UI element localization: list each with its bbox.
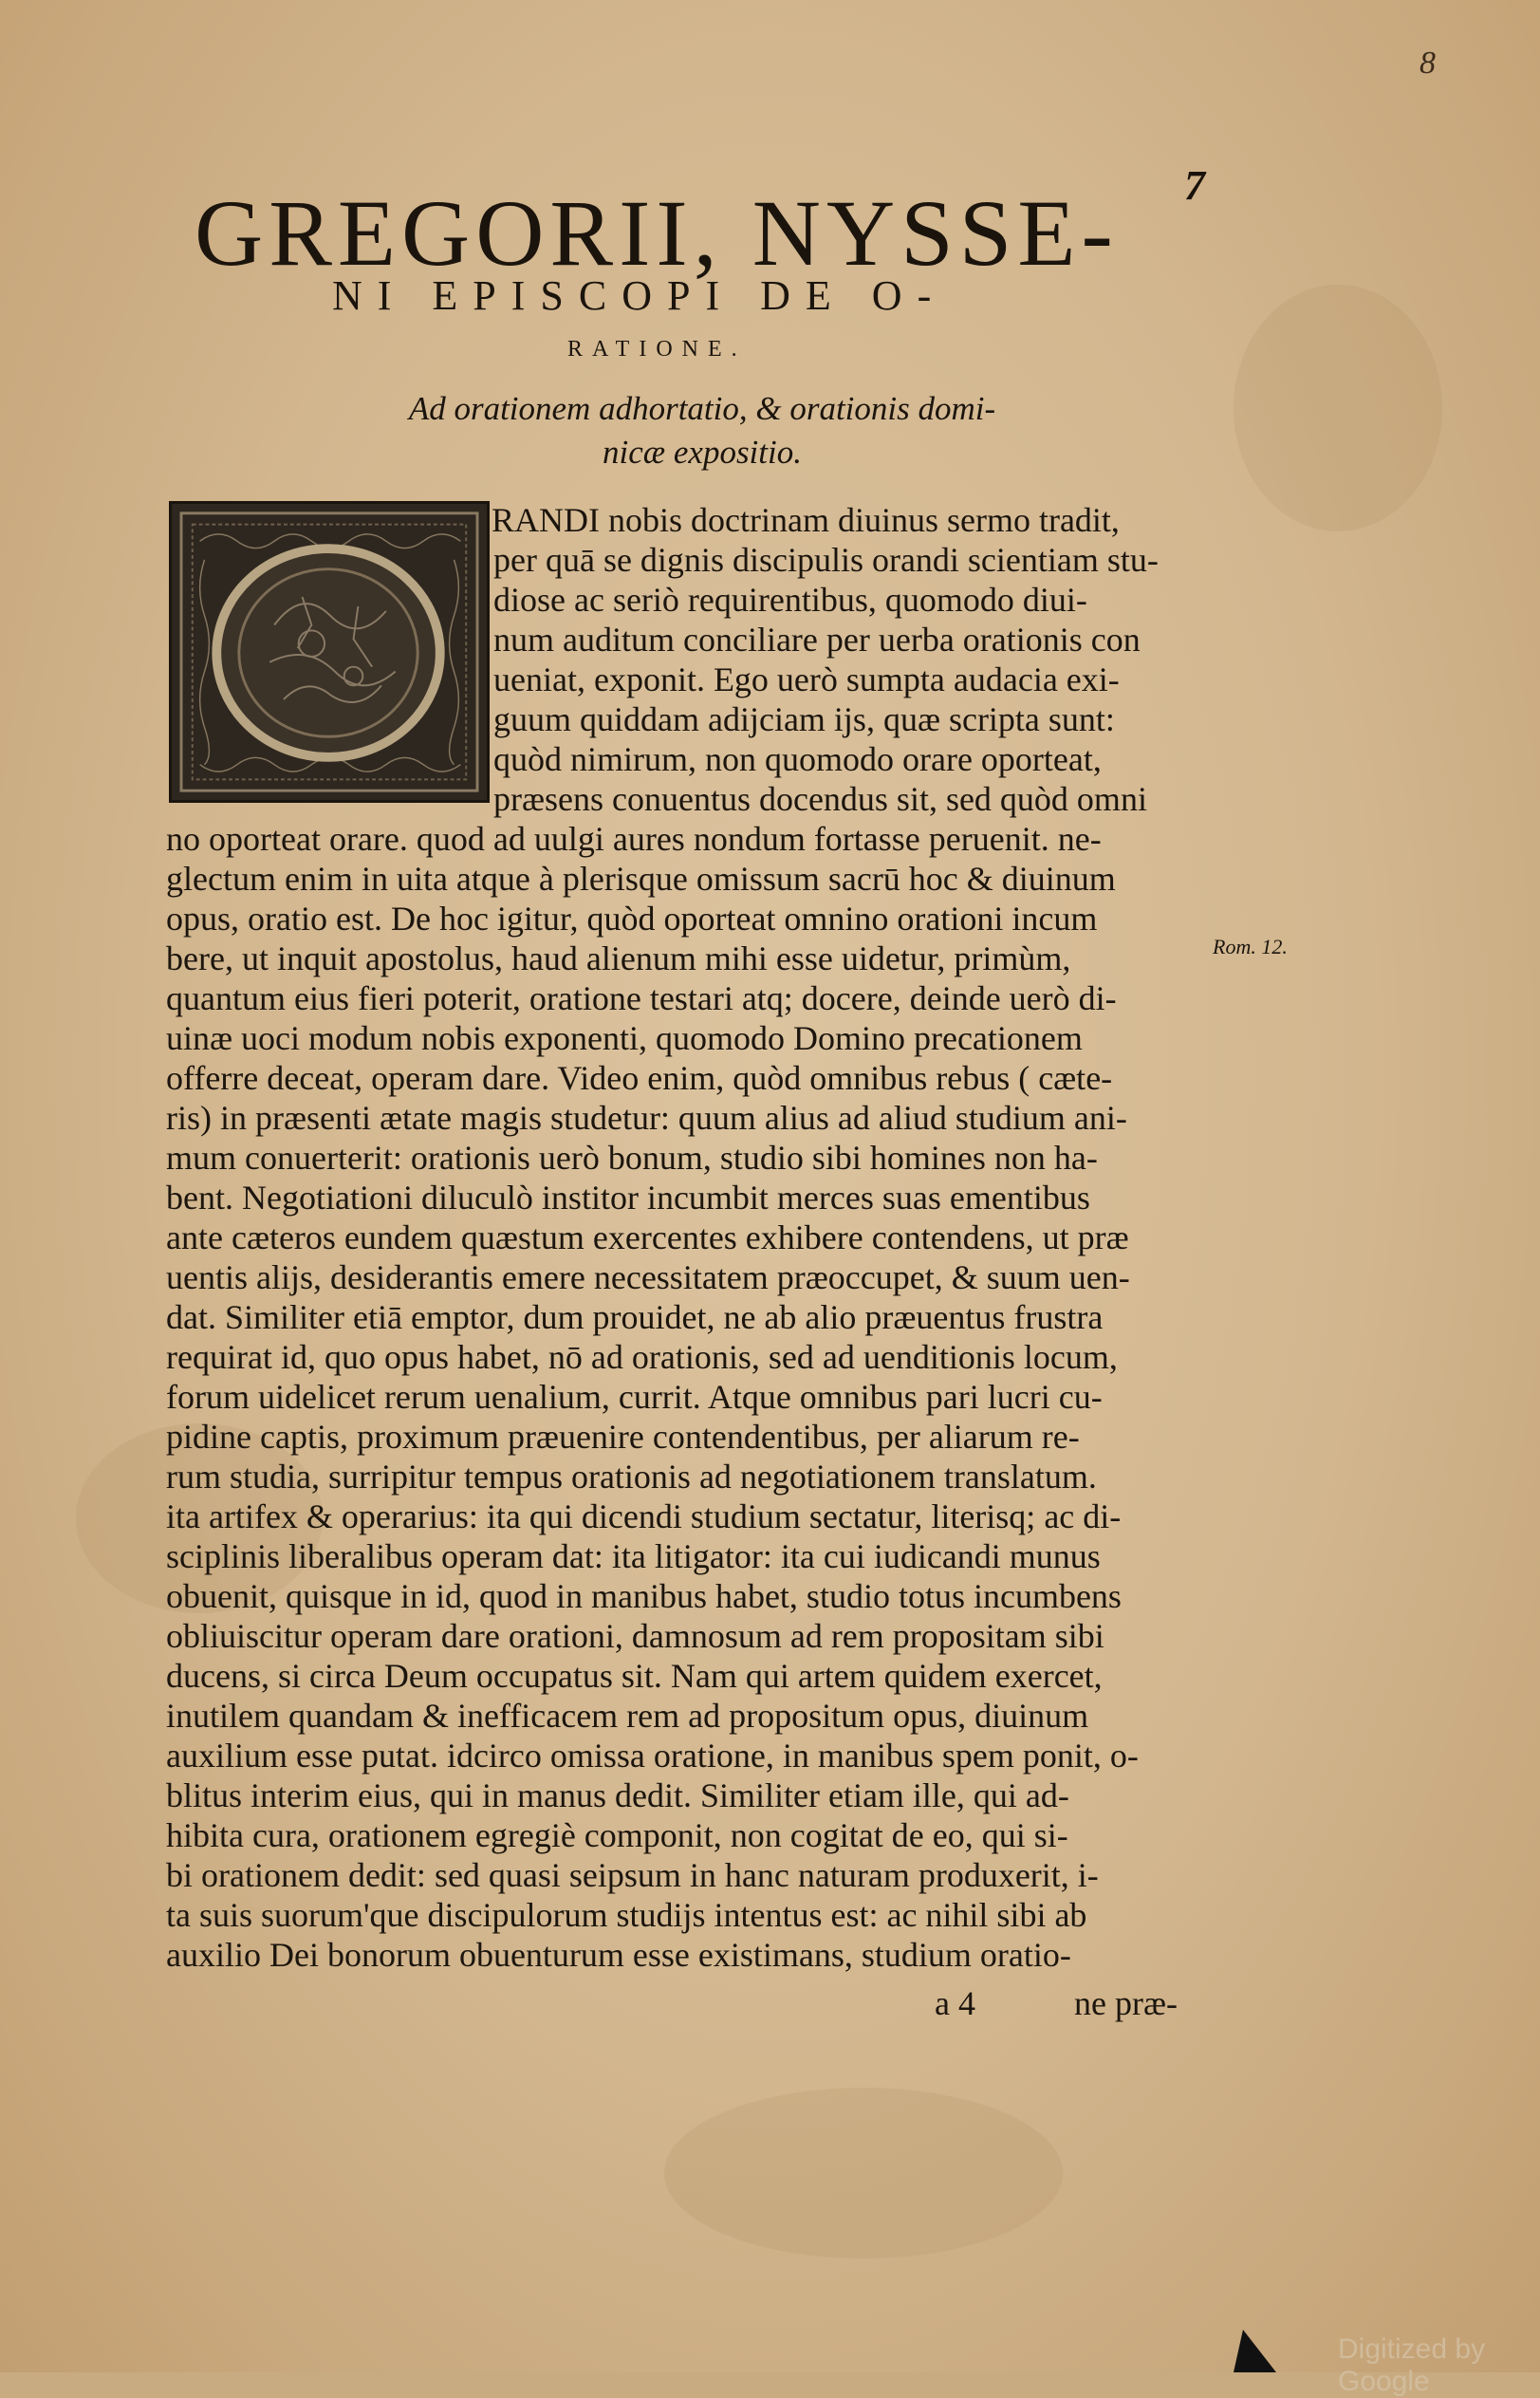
text-line: rum studia, surripitur tempus orationis ad negotiationem translatum.: [166, 1458, 1097, 1496]
marginal-note: Rom. 12.: [1213, 935, 1288, 958]
folio-number: 8: [1419, 46, 1436, 81]
text-line: auxilio Dei bonorum obuenturum esse existimans, studium oratio-: [166, 1936, 1071, 1974]
text-line: offerre deceat, operam dare. Video enim, quòd omnibus rebus ( cæte-: [166, 1059, 1113, 1097]
page-corner-icon: [1234, 2330, 1309, 2372]
text-line: quantum eius fieri poterit, oratione testari atq; docere, deinde uerò di-: [166, 979, 1117, 1017]
text-line: blitus interim eius, qui in manus dedit. Similiter etiam ille, qui ad-: [166, 1776, 1069, 1814]
text-line: no oporteat orare. quod ad uulgi aures nondum fortasse peruenit. ne-: [166, 820, 1102, 858]
text-line: auxilium esse putat. idcirco omissa oratione, in manibus spem ponit, o-: [166, 1737, 1139, 1775]
page-number: 7: [1184, 162, 1205, 209]
text-line: ita artifex & operarius: ita qui dicendi studium sectatur, literisq; ac di-: [166, 1497, 1122, 1535]
text-line: guum quiddam adijciam ijs, quæ scripta sunt:: [493, 700, 1115, 738]
catchword: ne præ-: [1074, 1984, 1178, 2022]
paper-stain: [664, 2088, 1063, 2259]
ornamental-drop-cap-image: [169, 501, 490, 803]
title-line-1: GREGORII, NYSSE-: [195, 180, 1119, 286]
text-line: uentis alijs, desiderantis emere necessitatem præoccupet, & suum uen-: [166, 1258, 1130, 1296]
text-line: per quā se dignis discipulis orandi scientiam stu-: [493, 541, 1159, 579]
text-line: glectum enim in uita atque à plerisque omissum sacrū hoc & diuinum: [166, 860, 1116, 898]
text-line: præsens conuentus docendus sit, sed quòd omni: [493, 780, 1147, 818]
text-line: mum conuerterit: orationis uerò bonum, studio sibi homines non ha-: [166, 1139, 1098, 1177]
text-line: obliuiscitur operam dare orationi, damnosum ad rem propositam sibi: [166, 1617, 1104, 1655]
text-line: forum uidelicet rerum uenalium, currit. Atque omnibus pari lucri cu-: [166, 1378, 1103, 1416]
text-line: obuenit, quisque in id, quod in manibus habet, studio totus incumbens: [166, 1577, 1122, 1615]
text-line: diose ac seriò requirentibus, quomodo diui-: [493, 581, 1087, 619]
text-line: hibita cura, orationem egregiè componit, non cogitat de eo, qui si-: [166, 1816, 1068, 1854]
text-line: ducens, si circa Deum occupatus sit. Nam qui artem quidem exercet,: [166, 1657, 1103, 1695]
subtitle: [370, 387, 1034, 474]
subtitle-line-1: Ad orationem adhortatio, & orationis domi-: [408, 390, 996, 427]
title-line-2: NI EPISCOPI DE O-: [332, 272, 947, 319]
watermark-text: Digitized by Google: [1338, 2333, 1486, 2397]
text-line: ris) in præsenti ætate magis studetur: quum alius ad aliud studium ani-: [166, 1099, 1127, 1137]
text-line: inutilem quandam & inefficacem rem ad propositum opus, diuinum: [166, 1697, 1089, 1735]
paper-stain: [1234, 285, 1442, 531]
text-line: dat. Similiter etiā emptor, dum prouidet, ne ab alio præuentus frustra: [166, 1298, 1104, 1336]
text-line: bere, ut inquit apostolus, haud alienum mihi esse uidetur, primùm,: [166, 939, 1071, 977]
text-line: ueniat, exponit. Ego uerò sumpta audacia exi-: [493, 660, 1120, 698]
watermark: [1234, 2330, 1537, 2397]
text-line: pidine captis, proximum præuenire contendentibus, per aliarum re-: [166, 1418, 1080, 1456]
text-line: ta suis suorum'que discipulorum studijs intentus est: ac nihil sibi ab: [166, 1896, 1087, 1934]
subtitle-line-2: nicæ expositio.: [603, 434, 802, 471]
text-line: requirat id, quo opus habet, nō ad orationis, sed ad uenditionis locum,: [166, 1338, 1118, 1376]
text-line: bi orationem dedit: sed quasi seipsum in hanc naturam produxerit, i-: [166, 1856, 1099, 1894]
text-line: opus, oratio est. De hoc igitur, quòd oporteat omnino orationi incum: [166, 900, 1098, 938]
text-line: num auditum conciliare per uerba orationis con: [493, 621, 1141, 659]
signature-mark: a 4: [935, 1984, 975, 2022]
title-line-3: RATIONE.: [567, 337, 747, 362]
text-line: RANDI nobis doctrinam diuinus sermo tradit,: [492, 501, 1120, 539]
text-line: quòd nimirum, non quomodo orare oporteat,: [493, 740, 1102, 778]
text-line: ante cæteros eundem quæstum exercentes exhibere contendens, ut præ: [166, 1218, 1129, 1256]
text-line: bent. Negotiationi diluculò institor incumbit merces suas ementibus: [166, 1179, 1090, 1217]
text-line: sciplinis liberalibus operam dat: ita litigator: ita cui iudicandi munus: [166, 1537, 1101, 1575]
text-line: uinæ uoci modum nobis exponenti, quomodo Domino precationem: [166, 1019, 1083, 1057]
